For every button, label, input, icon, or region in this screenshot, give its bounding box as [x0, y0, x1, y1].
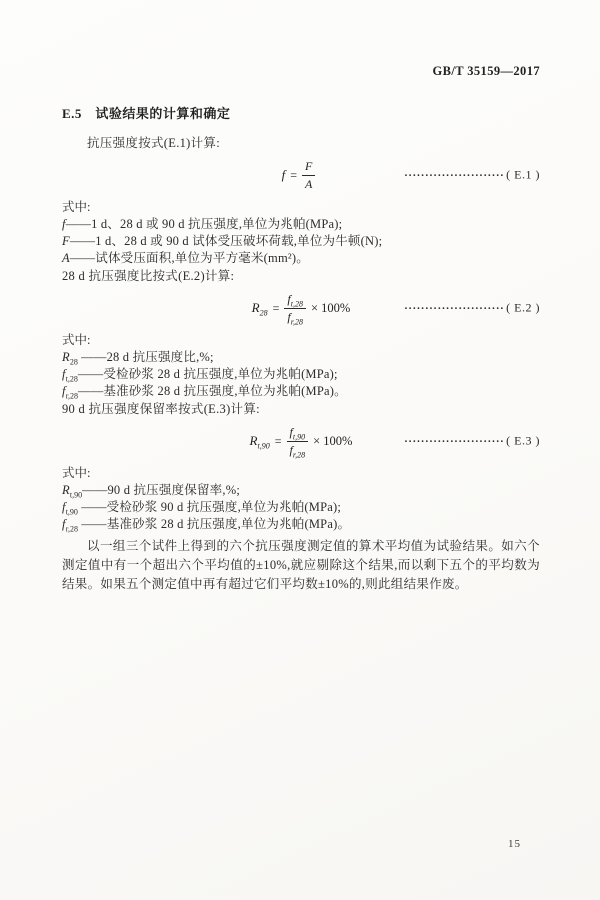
formula-e3 — [62, 420, 540, 462]
definition-A: A——试体受压面积,单位为平方毫米(mm²)。 — [62, 251, 309, 265]
closing-section — [62, 537, 540, 594]
formula-e2-label: ( E.2 ) — [506, 300, 540, 315]
definition-ft28: $f_{t,28}——$受检砂浆 28 d 抗压强度,单位为兆帕(MPa); — [62, 367, 338, 384]
dotted-leader: ························ — [404, 169, 505, 181]
intro-formula-e2: 28 d 抗压强度比按式(E.2)计算: — [62, 269, 235, 283]
formula-e3-lhs: $R_{t,90}$ — [249, 433, 270, 451]
dotted-leader: ························ — [404, 302, 505, 314]
formula-e3-label: ( E.3 ) — [506, 433, 540, 448]
formula-e2 — [62, 287, 540, 329]
formula-e2-lhs: $R_{28}$ — [251, 300, 268, 318]
formula-e2-reference — [404, 301, 540, 316]
definition-fr28-2: $f_{r,28}$ ——基准砂浆 28 d 抗压强度,单位为兆帕(MPa)。 — [62, 517, 351, 534]
definition-F: F——1 d、28 d 或 90 d 试体受压破坏荷载,单位为牛顿(N); — [62, 234, 383, 248]
formula-e2-denominator: $f_{r,28}$ — [287, 309, 303, 326]
where-label-2: 式中: — [62, 333, 91, 347]
formula-e3-body — [250, 425, 353, 458]
formula-e1-label: ( E.1 ) — [506, 167, 540, 182]
where-label-1: 式中: — [62, 200, 91, 214]
formula-e3-reference — [404, 434, 540, 449]
formula-e3-suffix: × 100% — [313, 433, 353, 448]
formula-e2-suffix: × 100% — [310, 300, 351, 315]
formula-e2-fraction — [284, 292, 306, 325]
formula-e1-numerator: F — [302, 159, 315, 176]
formula-e3-denominator: $f_{r,28}$ — [289, 442, 306, 459]
intro-formula-e3: 90 d 抗压强度保留率按式(E.3)计算: — [62, 402, 260, 416]
formula-e1-fraction — [302, 159, 315, 192]
formula-e1-reference — [404, 168, 540, 183]
formula-e1-denominator: A — [305, 176, 313, 191]
intro-formula-e1: 抗压强度按式(E.1)计算: — [87, 136, 221, 150]
dotted-leader: ························ — [404, 435, 505, 447]
definition-f: f——1 d、28 d 或 90 d 抗压强度,单位为兆帕(MPa); — [62, 217, 343, 231]
standard-code-header: GB/T 35159—2017 — [432, 64, 540, 78]
definition-fr28: $f_{r,28}——$基准砂浆 28 d 抗压强度,单位为兆帕(MPa)。 — [62, 384, 347, 401]
formula-e3-fraction — [287, 425, 309, 458]
formula-e3-numerator: $f_{t,90}$ — [287, 425, 309, 442]
formula-e1-body — [282, 159, 321, 192]
page-number: 15 — [508, 838, 521, 850]
result-determination-paragraph: 以一组三个试件上得到的六个抗压强度测定值的算术平均值为试验结果。如六个测定值中有一个超出六个平均值的±10%,就应剔除这个结果,而以剩下五个的平均数为结果。如果五个测定值中再有超过它们平均数±10%的,则此组结果作废。 — [62, 539, 540, 591]
section-heading: E.5 试验结果的计算和确定 — [62, 106, 231, 121]
equals-sign: = — [272, 300, 280, 315]
definition-ft90: $f_{t,90}$ ——受检砂浆 90 d 抗压强度,单位为兆帕(MPa); — [62, 500, 342, 517]
definition-Rt90: $R_{t,90}——90$ d 抗压强度保留率,%; — [62, 483, 240, 500]
definition-R28: $R_{28}$ ——28 d 抗压强度比,%; — [62, 350, 214, 367]
where-label-3: 式中: — [62, 466, 91, 480]
formula-e1 — [62, 154, 540, 196]
equals-sign: = — [274, 433, 282, 448]
formula-e2-numerator: $f_{t,28}$ — [284, 292, 306, 309]
formula-e1-lhs: f — [281, 167, 286, 182]
formula-e2-body — [252, 292, 351, 325]
equals-sign: = — [290, 167, 298, 182]
